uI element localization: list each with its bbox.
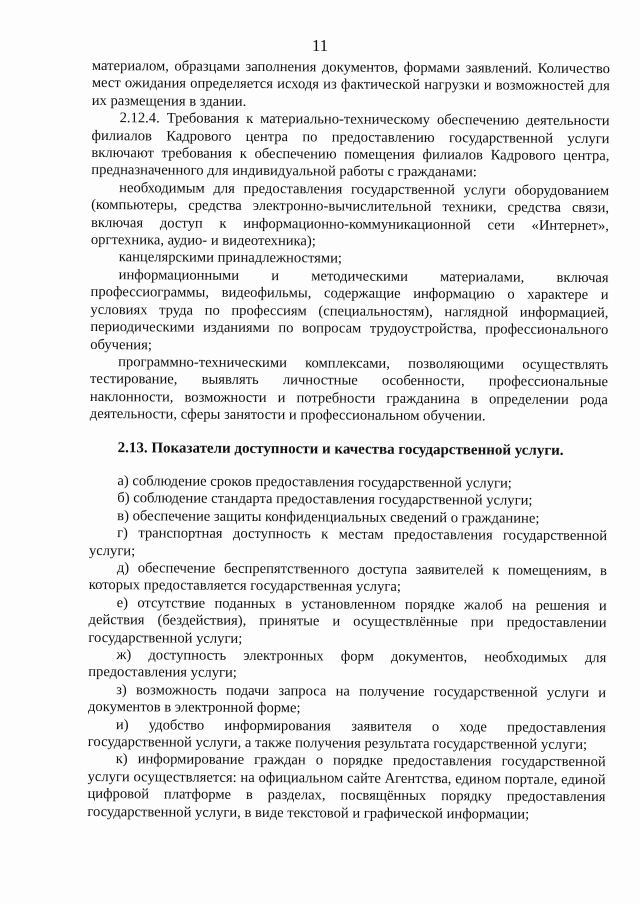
list-item: з) возможность подачи запроса на получение государственной услуги и документов в электронной форме; [87, 681, 607, 717]
list-item: а) соблюдение сроков предоставления государственной услуги; [117, 473, 512, 492]
section-heading: 2.13. Показатели доступности и качества государственной услуги. [117, 439, 564, 459]
list-item: к) информирование граждан о порядке предоставления государственной услуги осуществляется: на официальном сайте Агентства, едином портале, единой цифровой платформе в разделах, посвящённых порядку предоставления государственной услуги, в виде текстовой и графической информации; [87, 751, 606, 823]
list-item: д) обеспечение беспрепятственного доступа заявителей к помещениям, в которых предоставляется государственная услуга; [88, 560, 607, 596]
paragraph-software: программно-техническими комплексами, позволяющими осуществлять тестирование, выявлять личностные особенности, профессиональные наклонности, возможности и потребности гражданина в определении рода деятельности, сферы занятости и профессиональном обучении. [89, 354, 609, 425]
paragraph-requirements: 2.12.4. Требования к материально-техническому обеспечению деятельности филиалов Кадрового центра по предоставлению государственной услуги включают требования к обеспечению помещения филиалов Кадрового центра, предназначенного для индивидуальной работы с гражданами: [91, 110, 610, 181]
paragraph-materials: информационными и методическими материалами, включая профессиограммы, видеофильмы, содержащие информацию о характере и условиях труда по профессиям (специальностям), наглядной информацией, периодическими изданиями по вопросам трудоустройства, профессионального обучения; [90, 267, 609, 353]
document-body [87, 58, 610, 824]
list-item: в) обеспечение защиты конфиденциальных сведений о гражданине; [117, 507, 540, 527]
page-number: 11 [311, 36, 329, 55]
list-item: б) соблюдение стандарта предоставления государственной услуги; [117, 490, 533, 510]
list-item: ж) доступность электронных форм документов, необходимых для предоставления услуги; [88, 647, 607, 682]
paragraph-stationery: канцелярскими принадлежностями; [118, 249, 343, 267]
list-item: е) отсутствие поданных в установленном порядке жалоб на решения и действия (бездействия), принятые и осуществлённые при предоставлении государственной услуги; [88, 594, 607, 647]
paragraph-equipment: необходимым для предоставления государственной услуги оборудованием (компьютеры, средства электронно-вычислительной техники, средства связи, включая доступ к информационно-коммуникационной сети «Интернет», оргтехника, аудио- и видеотехника); [90, 180, 610, 250]
list-item: и) удобство информирования заявителя о ходе предоставления государственной услуги, а также получения результата государственной услуги; [87, 716, 606, 754]
list-item: г) транспортная доступность к местам предоставления государственной услуги; [88, 525, 608, 559]
paragraph-continuation: материалом, образцами заполнения документов, формами заявлений. Количество мест ожидания определяется исходя из фактической нагрузки и возможностей для их размещения в здании. [91, 58, 610, 110]
